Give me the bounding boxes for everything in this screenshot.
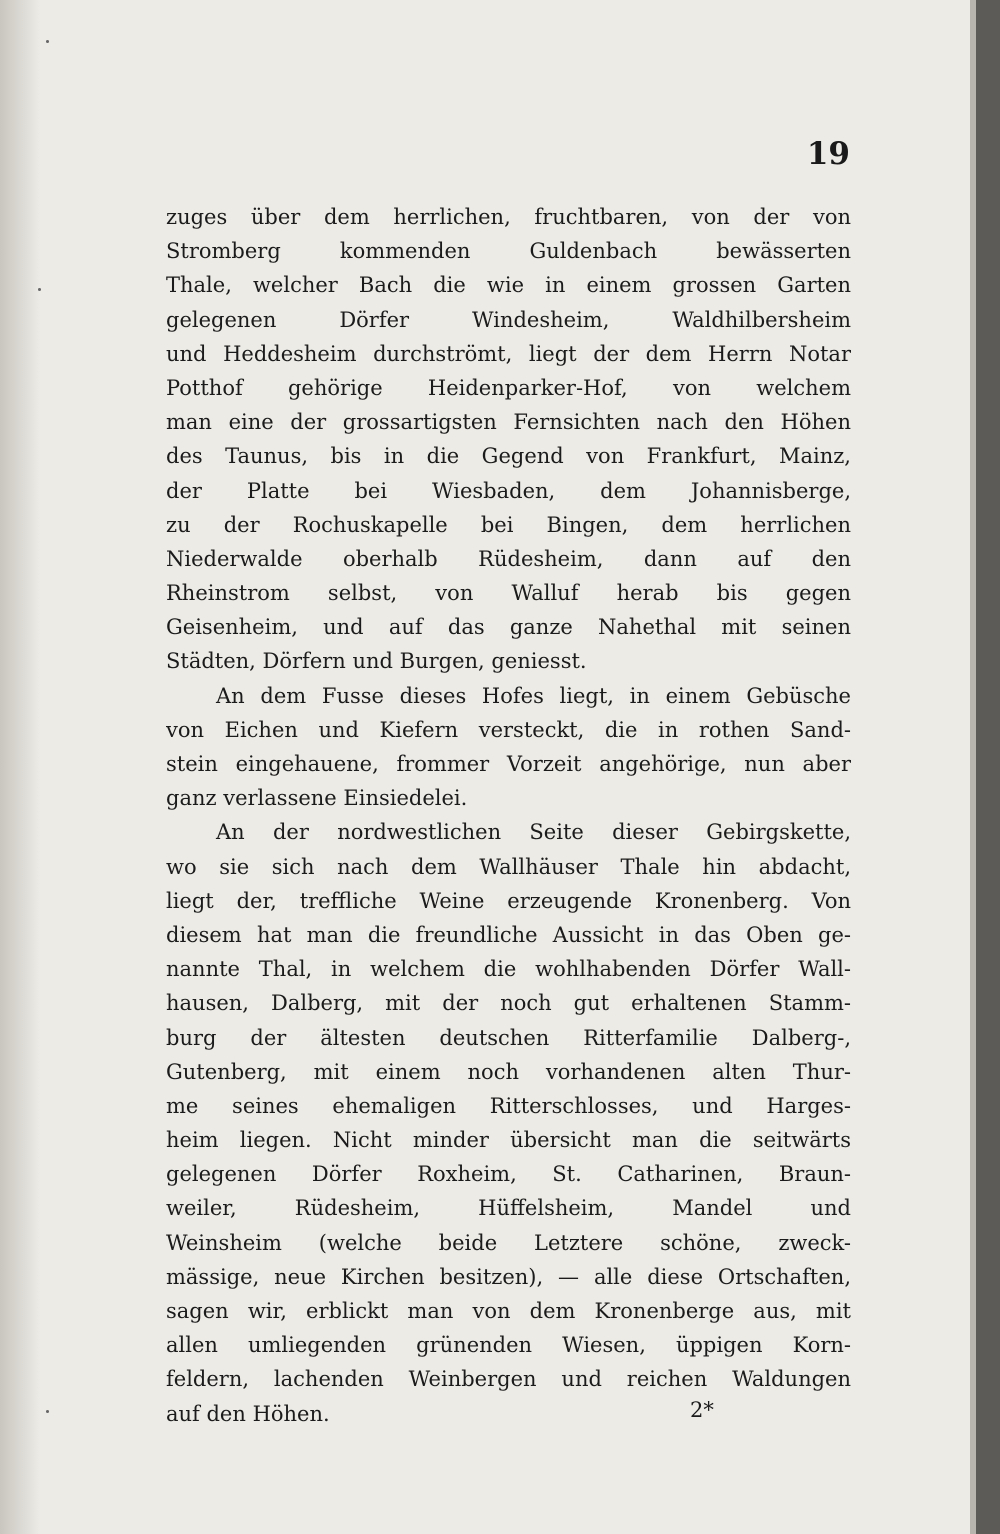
page-edge-shadow xyxy=(976,0,1000,1534)
text-line: ganz verlassene Einsiedelei. xyxy=(166,786,468,811)
text-line: Potthof gehörige Heidenparker-Hof, von welchem xyxy=(166,375,851,400)
text-line: Gutenberg, mit einem noch vorhandenen alten Thur- xyxy=(166,1059,851,1084)
text-line: mässige, neue Kirchen besitzen), — alle diese Ortschaften, xyxy=(166,1264,851,1289)
text-line: nannte Thal, in welchem die wohlhabenden Dörfer Wall- xyxy=(166,957,851,982)
text-line: und Heddesheim durchströmt, liegt der dem Herrn Notar xyxy=(166,341,851,366)
text-line: feldern, lachenden Weinbergen und reichen Waldungen xyxy=(166,1367,851,1392)
text-line: Rheinstrom selbst, von Walluf herab bis gegen xyxy=(166,581,851,606)
text-line: wo sie sich nach dem Wallhäuser Thale hin abdacht, xyxy=(166,854,851,879)
text-line: Städten, Dörfern und Burgen, geniesst. xyxy=(166,649,587,674)
text-line: hausen, Dalberg, mit der noch gut erhaltenen Stamm- xyxy=(166,991,851,1016)
margin-speck xyxy=(46,40,49,43)
text-line: diesem hat man die freundliche Aussicht in das Oben ge- xyxy=(166,922,851,947)
text-line: gelegenen Dörfer Roxheim, St. Catharinen, Braun- xyxy=(166,1162,851,1187)
text-line: weiler, Rüdesheim, Hüffelsheim, Mandel und xyxy=(166,1196,851,1221)
text-line: heim liegen. Nicht minder übersicht man die seitwärts xyxy=(166,1128,851,1153)
text-line: me seines ehemaligen Ritterschlosses, und Harges- xyxy=(166,1093,851,1118)
text-line: Niederwalde oberhalb Rüdesheim, dann auf den xyxy=(166,546,851,571)
paragraph-1 xyxy=(166,200,851,679)
text-line: auf den Höhen. xyxy=(166,1401,330,1426)
text-line: Weinsheim (welche beide Letztere schöne, zweck- xyxy=(166,1230,851,1255)
text-line: des Taunus, bis in die Gegend von Frankfurt, Mainz, xyxy=(166,444,851,469)
text-line: allen umliegenden grünenden Wiesen, üppigen Korn- xyxy=(166,1333,851,1358)
margin-speck xyxy=(46,1410,49,1413)
text-line: zuges über dem herrlichen, fruchtbaren, von der von xyxy=(166,205,851,229)
page-number: 19 xyxy=(806,136,850,172)
text-line: Geisenheim, und auf das ganze Nahethal mit seinen xyxy=(166,615,851,640)
text-line: liegt der, treffliche Weine erzeugende Kronenberg. Von xyxy=(166,888,851,913)
text-line: von Eichen und Kiefern versteckt, die in rothen Sand- xyxy=(166,717,851,742)
page-gutter xyxy=(0,0,40,1534)
text-line: An der nordwestlichen Seite dieser Gebirgskette, xyxy=(216,820,851,845)
text-line: Stromberg kommenden Guldenbach bewässerten xyxy=(166,239,851,264)
text-line: man eine der grossartigsten Fernsichten nach den Höhen xyxy=(166,410,851,435)
text-line: An dem Fusse dieses Hofes liegt, in einem Gebüsche xyxy=(216,683,851,708)
signature-mark: 2* xyxy=(690,1398,714,1422)
margin-speck xyxy=(38,288,41,291)
text-line: gelegenen Dörfer Windesheim, Waldhilbersheim xyxy=(166,307,851,332)
text-line: der Platte bei Wiesbaden, dem Johannisberge, xyxy=(166,478,851,503)
paragraph-3 xyxy=(166,815,851,1430)
text-line: sagen wir, erblickt man von dem Kronenberge aus, mit xyxy=(166,1299,851,1323)
text-line: stein eingehauene, frommer Vorzeit angehörige, nun aber xyxy=(166,752,851,776)
body-text xyxy=(166,200,851,1431)
text-line: Thale, welcher Bach die wie in einem grossen Garten xyxy=(166,273,851,298)
text-line: burg der ältesten deutschen Ritterfamilie Dalberg-, xyxy=(166,1025,851,1050)
text-line: zu der Rochuskapelle bei Bingen, dem herrlichen xyxy=(166,512,851,537)
paragraph-2 xyxy=(166,679,851,816)
